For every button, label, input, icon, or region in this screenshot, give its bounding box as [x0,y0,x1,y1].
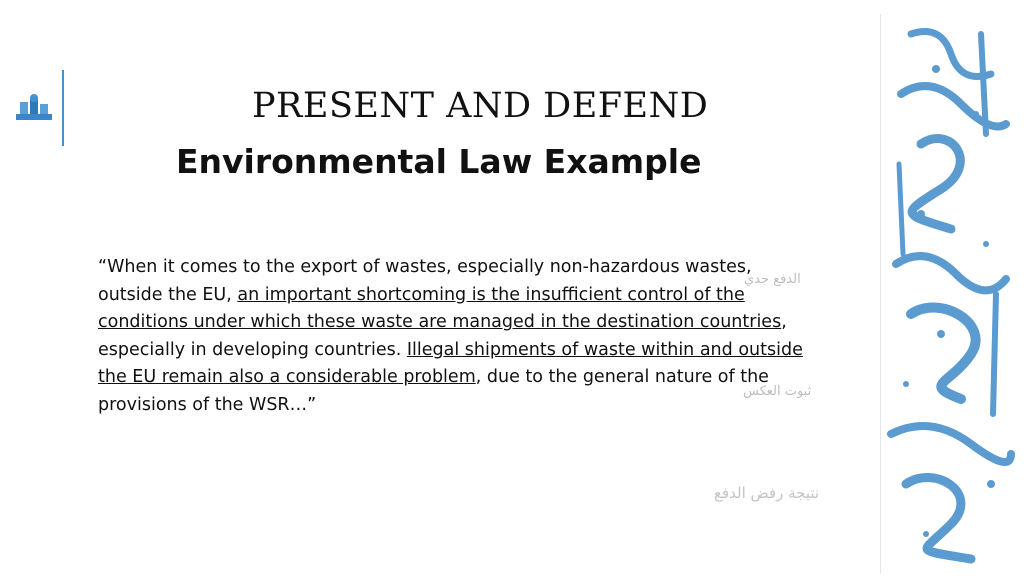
quote-underlined-text: Illegal shipments of waste within and outside the EU remain also a considerable problem [98,339,803,388]
quote-underlined-text: an important shortcoming is the insufficient control of the conditions under which these waste are managed in the destination countries [98,284,782,333]
university-logo-icon [14,92,54,126]
quote-text-part: , due to the general nature of the provisions of the WSR…” [98,367,769,415]
slide-subtitle: Environmental Law Example [176,142,702,181]
quote-text-part: “When it comes to the export of wastes, especially non-hazardous wastes, outside the EU, [98,257,752,305]
quote-text [98,254,810,420]
watermark-label: ثبوت العكس [743,384,812,399]
logo-divider [62,70,64,146]
slide-title: PRESENT AND DEFEND [252,86,709,126]
watermark-label: نتيجة رفض الدفع [714,484,820,502]
quote-text-part: , especially in developing countries. [98,312,787,360]
watermark-label: الدفع جدي [744,272,801,287]
calligraphy-icon [881,14,1019,574]
calligraphy-decoration [880,14,1019,574]
